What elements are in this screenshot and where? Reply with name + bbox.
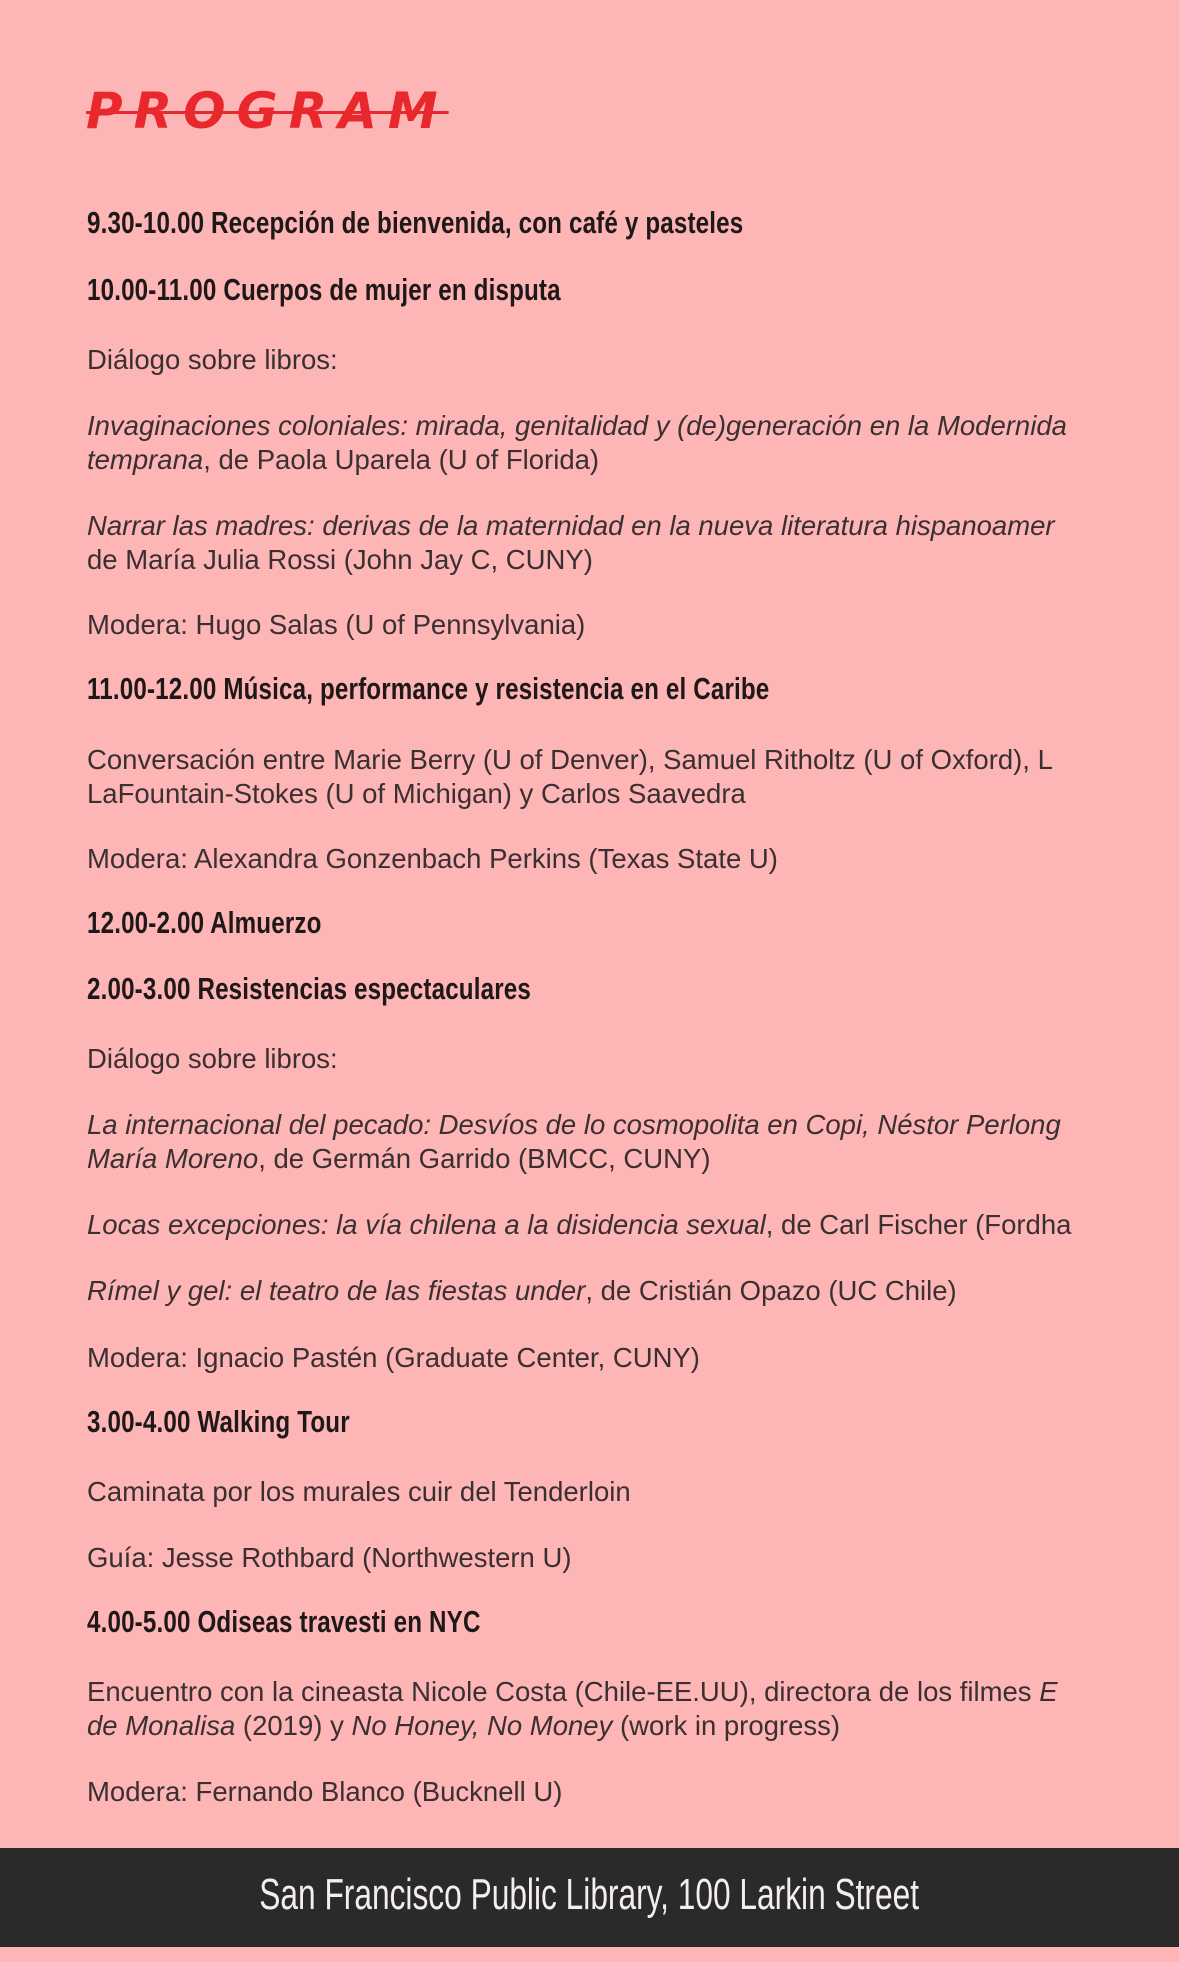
session-intro: Diálogo sobre libros: <box>87 344 338 375</box>
book-author: , de Paola Uparela (U of Florida) <box>203 444 600 475</box>
book-entry <box>87 1208 1071 1242</box>
session-heading: 2.00-3.00 Resistencias espectaculares <box>87 971 531 1006</box>
book-author: de María Julia Rossi (John Jay C, CUNY) <box>87 544 593 575</box>
book-author: , de Germán Garrido (BMCC, CUNY) <box>258 1143 711 1174</box>
session-text: Encuentro con la cineasta Nicole Costa (Chile-EE.UU), directora de los filmes E <box>87 1676 1058 1707</box>
book-entry <box>87 1274 957 1308</box>
session-moderator: Modera: Fernando Blanco (Bucknell U) <box>87 1776 563 1807</box>
book-title: Narrar las madres: derivas de la maternidad en la nueva literatura hispanoamer <box>87 510 1055 541</box>
session-moderator: Modera: Hugo Salas (U of Pennsylvania) <box>87 609 586 640</box>
book-entry <box>87 1108 1061 1142</box>
footer-location: San Francisco Public Library, 100 Larkin Street <box>259 1870 920 1919</box>
book-entry <box>87 443 599 477</box>
book-entry <box>87 409 1067 443</box>
book-title: Invaginaciones coloniales: mirada, genitalidad y (de)generación en la Modernida <box>87 410 1067 441</box>
session-text: Conversación entre Marie Berry (U of Denver), Samuel Ritholtz (U of Oxford), L <box>87 744 1053 775</box>
book-entry <box>87 1142 711 1176</box>
session-heading: 4.00-5.00 Odiseas travesti en NYC <box>87 1604 481 1639</box>
session-text: Caminata por los murales cuir del Tenderloin <box>87 1476 631 1507</box>
book-title: La internacional del pecado: Desvíos de lo cosmopolita en Copi, Néstor Perlong <box>87 1109 1061 1140</box>
session-heading: 11.00-12.00 Música, performance y resistencia en el Caribe <box>87 671 770 706</box>
session-moderator: Modera: Alexandra Gonzenbach Perkins (Texas State U) <box>87 843 778 874</box>
session-text: de Monalisa (2019) y No Honey, No Money (work in progress) <box>87 1710 841 1741</box>
session-heading: 3.00-4.00 Walking Tour <box>87 1404 350 1439</box>
book-author: , de Carl Fischer (Fordha <box>765 1209 1072 1240</box>
book-entry <box>87 509 1055 543</box>
film-title: de Monalisa <box>87 1710 236 1741</box>
session-heading: 12.00-2.00 Almuerzo <box>87 905 322 940</box>
session-moderator: Modera: Ignacio Pastén (Graduate Center, CUNY) <box>87 1342 700 1373</box>
book-author: , de Cristián Opazo (UC Chile) <box>585 1275 957 1306</box>
book-title: temprana <box>87 444 204 475</box>
program-title: PROGRAM <box>86 82 449 140</box>
footer-bar <box>0 1848 1179 1947</box>
book-title: Rímel y gel: el teatro de las fiestas under <box>87 1275 586 1306</box>
session-heading: 10.00-11.00 Cuerpos de mujer en disputa <box>87 272 561 307</box>
session-guide: Guía: Jesse Rothbard (Northwestern U) <box>87 1542 572 1573</box>
session-heading: 9.30-10.00 Recepción de bienvenida, con café y pasteles <box>87 205 744 240</box>
film-title: No Honey, No Money <box>351 1710 613 1741</box>
session-intro: Diálogo sobre libros: <box>87 1043 338 1074</box>
session-text: LaFountain-Stokes (U of Michigan) y Carlos Saavedra <box>87 778 746 809</box>
book-title: María Moreno <box>87 1143 259 1174</box>
book-title: Locas excepciones: la vía chilena a la disidencia sexual <box>87 1209 766 1240</box>
